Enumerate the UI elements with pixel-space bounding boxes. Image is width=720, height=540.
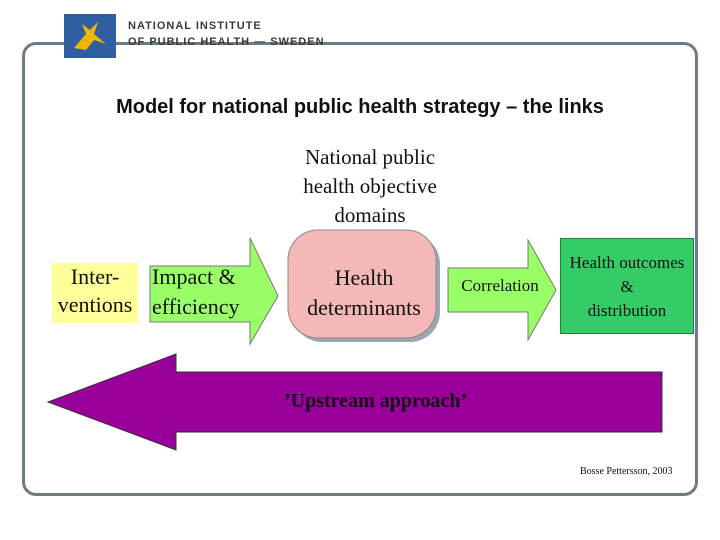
interventions-line-2: ventions (57, 292, 133, 317)
institute-name-line1: NATIONAL INSTITUTE (128, 20, 262, 32)
slide-title: Model for national public health strategy – the links (116, 96, 604, 118)
institute-name-line2: OF PUBLIC HEALTH — SWEDEN (128, 36, 325, 48)
interventions-label (52, 263, 138, 323)
domains-line-1: National public (304, 145, 436, 169)
domains-line-3: domains (334, 203, 406, 227)
outcomes-line-2: & (620, 277, 634, 296)
health-determinants-label (296, 263, 432, 323)
correlation-label: Correlation (461, 276, 539, 295)
health-outcomes-box (560, 238, 694, 334)
impact-line-2: efficiency (152, 294, 240, 319)
impact-line-1: Impact & (152, 264, 236, 289)
domains-line-2: health objective (303, 174, 437, 198)
upstream-approach-label: ’Upstream approach’ (284, 390, 468, 412)
impact-label (152, 262, 262, 322)
author-credit: Bosse Pettersson, 2003 (580, 466, 673, 477)
determinants-line-2: determinants (307, 295, 421, 320)
interventions-line-1: Inter- (70, 264, 120, 289)
determinants-line-1: Health (334, 265, 394, 290)
outcomes-line-1: Health outcomes (569, 253, 685, 272)
outcomes-line-3: distribution (587, 301, 667, 320)
